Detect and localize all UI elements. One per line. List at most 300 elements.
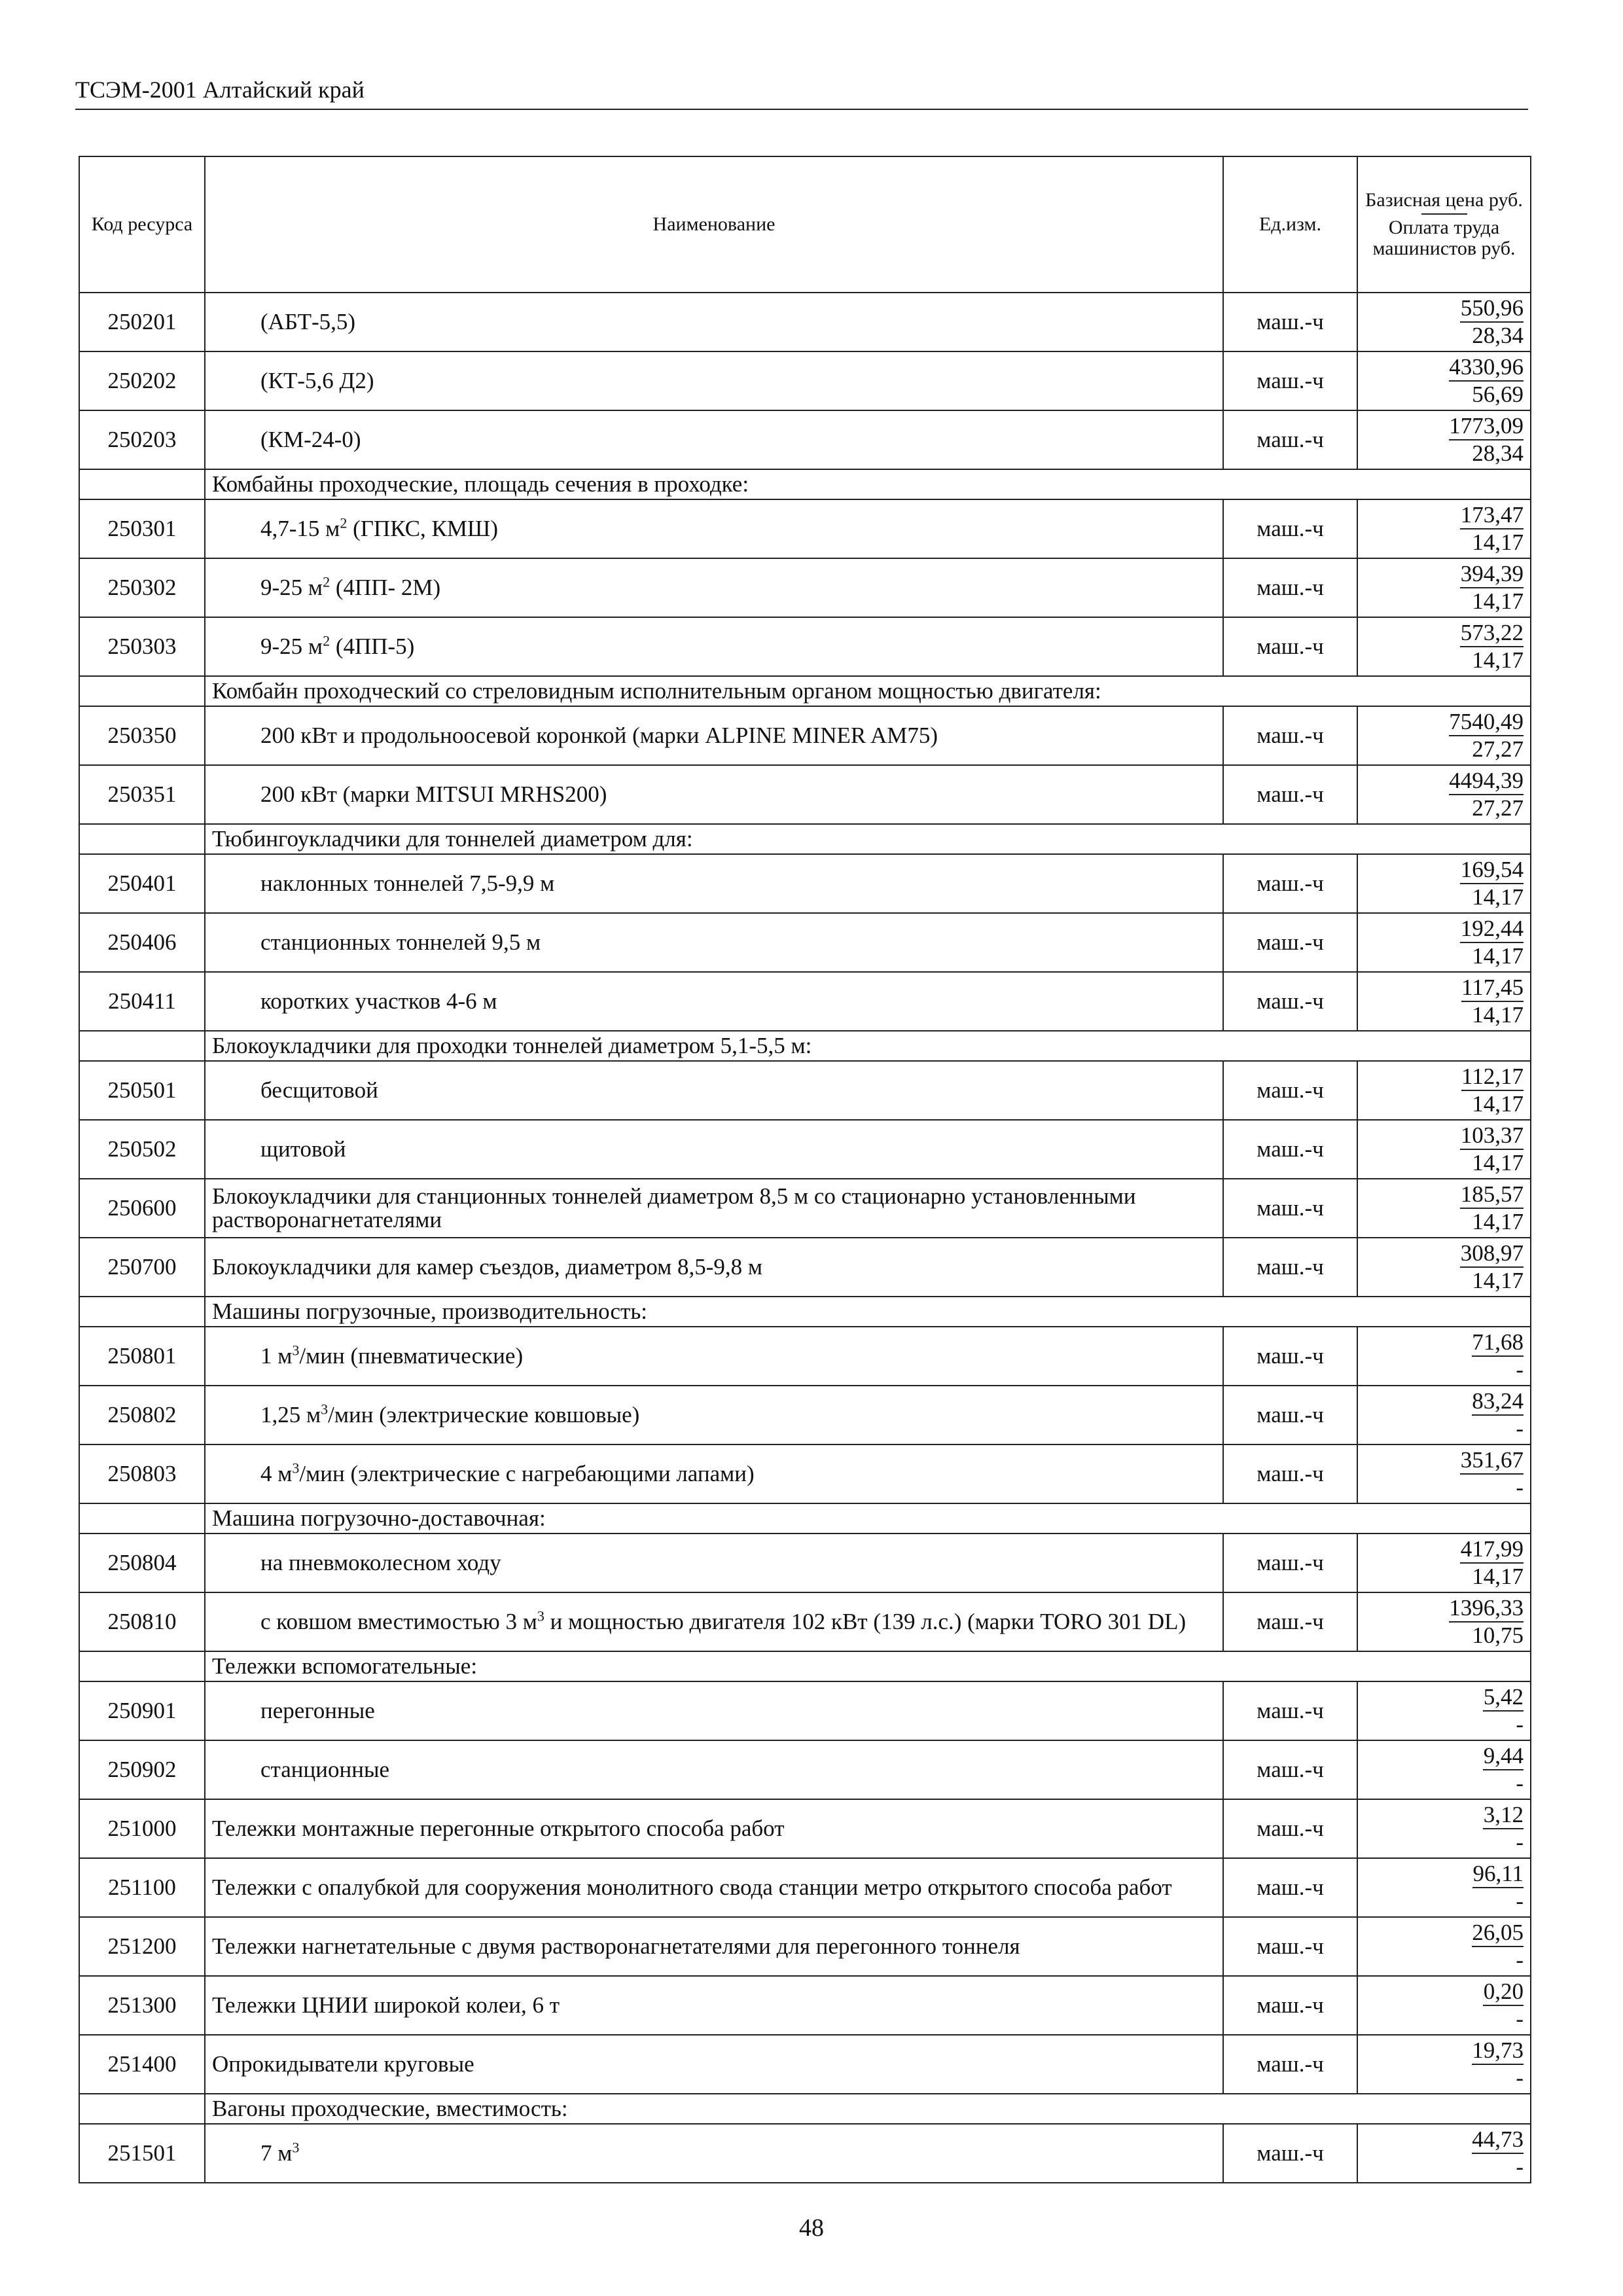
base-price: 1396,33	[1449, 1595, 1524, 1623]
column-header-price	[1357, 156, 1531, 293]
base-price: 1773,09	[1449, 413, 1524, 440]
table-row	[79, 972, 1531, 1031]
operator-labor-cost: 28,34	[1472, 323, 1524, 348]
unit-of-measure: маш.-ч	[1223, 913, 1357, 972]
resource-name	[205, 765, 1223, 824]
unit-of-measure: маш.-ч	[1223, 1534, 1357, 1592]
price-cell	[1357, 499, 1531, 558]
resource-name	[205, 1444, 1223, 1503]
operator-labor-cost: 27,27	[1472, 795, 1524, 821]
resource-code: 250502	[79, 1120, 205, 1179]
operator-labor-cost: 14,17	[1472, 1268, 1524, 1293]
resource-name-text: Блокоукладчики для камер съездов, диаметром 8,5-9,8 м	[212, 1254, 763, 1280]
operator-labor-cost: -	[1516, 2065, 1524, 2090]
operator-labor-cost: -	[1516, 1416, 1524, 1441]
resource-name-text: 200 кВт (марки MITSUI MRHS200)	[260, 781, 607, 807]
price-fraction	[1483, 1684, 1524, 1738]
column-header-price-top: Базисная цена руб.	[1365, 189, 1523, 211]
unit-exponent: 3	[292, 1460, 300, 1477]
resource-name	[205, 499, 1223, 558]
operator-labor-cost: 10,75	[1472, 1623, 1524, 1648]
resource-name	[205, 1740, 1223, 1799]
resource-name-text: 1,25 м	[260, 1402, 321, 1427]
resource-code: 250801	[79, 1327, 205, 1386]
resource-name-text: 4,7-15 м	[260, 516, 340, 541]
resource-name-text: станционных тоннелей 9,5 м	[260, 929, 541, 955]
base-price: 44,73	[1472, 2126, 1524, 2154]
unit-exponent: 2	[340, 514, 348, 531]
price-cell	[1357, 1917, 1531, 1976]
resource-name-text: 9-25 м	[260, 575, 323, 600]
unit-exponent: 3	[292, 2139, 300, 2156]
base-price: 26,05	[1472, 1920, 1524, 1947]
group-title: Машина погрузочно-доставочная:	[205, 1503, 1531, 1534]
resource-name	[205, 1386, 1223, 1444]
resource-code: 250804	[79, 1534, 205, 1592]
resource-name	[205, 1061, 1223, 1120]
unit-of-measure: маш.-ч	[1223, 1858, 1357, 1917]
operator-labor-cost: 14,17	[1472, 1564, 1524, 1589]
group-header-row	[79, 1503, 1531, 1534]
base-price: 308,97	[1460, 1240, 1524, 1268]
operator-labor-cost: 14,17	[1472, 884, 1524, 910]
group-header-row	[79, 1297, 1531, 1327]
base-price: 0,20	[1483, 1979, 1524, 2006]
base-price: 3,12	[1483, 1802, 1524, 1829]
resource-code: 251000	[79, 1799, 205, 1858]
resource-name	[205, 913, 1223, 972]
operator-labor-cost: 14,17	[1472, 1002, 1524, 1028]
resource-name-text: (КТ-5,6 Д2)	[260, 368, 374, 393]
resource-name	[205, 410, 1223, 469]
table-body	[79, 293, 1531, 2183]
operator-labor-cost: 27,27	[1472, 736, 1524, 762]
price-cell	[1357, 2124, 1531, 2183]
resource-code: 250600	[79, 1179, 205, 1238]
unit-exponent: 3	[537, 1607, 544, 1624]
table-row	[79, 1386, 1531, 1444]
resource-name-text: бесщитовой	[260, 1077, 378, 1103]
operator-labor-cost: 14,17	[1472, 1091, 1524, 1117]
resource-code: 250501	[79, 1061, 205, 1120]
resource-name-text: коротких участков 4-6 м	[260, 988, 497, 1014]
price-fraction	[1460, 1181, 1524, 1235]
table-row	[79, 1681, 1531, 1740]
resource-name	[205, 1238, 1223, 1297]
operator-labor-cost: 14,17	[1472, 1209, 1524, 1234]
price-fraction	[1449, 1595, 1524, 1649]
unit-of-measure: маш.-ч	[1223, 1061, 1357, 1120]
price-fraction	[1461, 975, 1524, 1028]
price-fraction	[1449, 413, 1524, 467]
resource-name	[205, 1917, 1223, 1976]
group-header-row	[79, 676, 1531, 706]
column-header-name: Наименование	[205, 156, 1223, 293]
operator-labor-cost: 14,17	[1472, 647, 1524, 673]
group-title: Тележки вспомогательные:	[205, 1651, 1531, 1681]
resource-name-text: наклонных тоннелей 7,5-9,9 м	[260, 870, 555, 896]
base-price: 417,99	[1460, 1536, 1524, 1564]
base-price: 96,11	[1472, 1861, 1524, 1888]
operator-labor-cost: 14,17	[1472, 1150, 1524, 1175]
table-row	[79, 854, 1531, 913]
price-fraction	[1460, 295, 1524, 349]
price-cell	[1357, 617, 1531, 676]
table-row	[79, 2124, 1531, 2183]
price-cell	[1357, 1858, 1531, 1917]
base-price: 394,39	[1460, 561, 1524, 588]
operator-labor-cost: -	[1516, 1712, 1524, 1737]
group-code-cell	[79, 676, 205, 706]
operator-labor-cost: -	[1516, 1357, 1524, 1382]
price-fraction	[1483, 1802, 1524, 1856]
group-title: Блокоукладчики для проходки тоннелей диаметром 5,1-5,5 м:	[205, 1031, 1531, 1061]
price-cell	[1357, 1386, 1531, 1444]
resource-code: 250803	[79, 1444, 205, 1503]
unit-of-measure: маш.-ч	[1223, 1681, 1357, 1740]
resource-name	[205, 1534, 1223, 1592]
operator-labor-cost: -	[1516, 2154, 1524, 2179]
unit-of-measure: маш.-ч	[1223, 1327, 1357, 1386]
operator-labor-cost: -	[1516, 1475, 1524, 1500]
table-row	[79, 1120, 1531, 1179]
resource-name-rest: (ГПКС, КМШ)	[347, 516, 498, 541]
operator-labor-cost: 14,17	[1472, 588, 1524, 614]
unit-of-measure: маш.-ч	[1223, 1976, 1357, 2035]
unit-exponent: 3	[292, 1342, 300, 1359]
group-title: Тюбингоукладчики для тоннелей диаметром для:	[205, 824, 1531, 854]
group-header-row	[79, 1651, 1531, 1681]
operator-labor-cost: 14,17	[1472, 943, 1524, 969]
resource-code: 250700	[79, 1238, 205, 1297]
price-fraction	[1460, 502, 1524, 556]
unit-of-measure: маш.-ч	[1223, 351, 1357, 410]
resource-name	[205, 1799, 1223, 1858]
base-price: 550,96	[1460, 295, 1524, 323]
group-header-row	[79, 2094, 1531, 2124]
unit-of-measure: маш.-ч	[1223, 2035, 1357, 2094]
resource-name-text: 4 м	[260, 1461, 293, 1486]
base-price: 573,22	[1460, 620, 1524, 647]
base-price: 19,73	[1472, 2037, 1524, 2065]
price-cell	[1357, 1740, 1531, 1799]
page-number: 48	[799, 2214, 824, 2242]
price-fraction	[1460, 1447, 1524, 1501]
resource-name-text: станционные	[260, 1757, 389, 1782]
operator-labor-cost: -	[1516, 1829, 1524, 1855]
price-fraction	[1449, 709, 1524, 762]
resource-code: 250350	[79, 706, 205, 765]
unit-of-measure: маш.-ч	[1223, 1179, 1357, 1238]
price-cell	[1357, 558, 1531, 617]
resource-name-text: 1 м	[260, 1343, 293, 1369]
group-header-row	[79, 469, 1531, 499]
table-row	[79, 351, 1531, 410]
unit-of-measure: маш.-ч	[1223, 1120, 1357, 1179]
resource-name	[205, 2124, 1223, 2183]
group-title: Комбайны проходческие, площадь сечения в проходке:	[205, 469, 1531, 499]
price-cell	[1357, 410, 1531, 469]
unit-of-measure: маш.-ч	[1223, 972, 1357, 1031]
base-price: 4330,96	[1449, 354, 1524, 382]
table-header-row	[79, 156, 1531, 293]
resource-code: 251100	[79, 1858, 205, 1917]
resource-code: 250201	[79, 293, 205, 351]
base-price: 192,44	[1460, 916, 1524, 943]
price-fraction	[1449, 768, 1524, 821]
resource-code: 250203	[79, 410, 205, 469]
group-title: Вагоны проходческие, вместимость:	[205, 2094, 1531, 2124]
table-row	[79, 1976, 1531, 2035]
base-price: 5,42	[1483, 1684, 1524, 1712]
table-row	[79, 1327, 1531, 1386]
base-price: 185,57	[1460, 1181, 1524, 1209]
operator-labor-cost: -	[1516, 1947, 1524, 1973]
resource-name	[205, 1179, 1223, 1238]
resource-name-text: щитовой	[260, 1136, 346, 1162]
resource-name	[205, 1858, 1223, 1917]
price-cell	[1357, 1238, 1531, 1297]
price-fraction	[1483, 1743, 1524, 1797]
table-row	[79, 410, 1531, 469]
resource-code: 250401	[79, 854, 205, 913]
column-header-code: Код ресурса	[79, 156, 205, 293]
base-price: 173,47	[1460, 502, 1524, 529]
price-cell	[1357, 972, 1531, 1031]
unit-exponent: 2	[323, 573, 330, 590]
resource-name-text: Тележки нагнетательные с двумя растворонагнетателями для перегонного тоннеля	[212, 1933, 1020, 1959]
base-price: 112,17	[1461, 1064, 1524, 1091]
resource-name	[205, 854, 1223, 913]
base-price: 4494,39	[1449, 768, 1524, 795]
price-cell	[1357, 1534, 1531, 1592]
unit-of-measure: маш.-ч	[1223, 1799, 1357, 1858]
table-row	[79, 558, 1531, 617]
table-row	[79, 706, 1531, 765]
resource-code: 250202	[79, 351, 205, 410]
price-fraction	[1472, 1861, 1524, 1914]
price-cell	[1357, 1061, 1531, 1120]
price-fraction	[1460, 1536, 1524, 1590]
resource-name	[205, 1976, 1223, 2035]
resource-code: 250303	[79, 617, 205, 676]
resource-code: 250406	[79, 913, 205, 972]
group-code-cell	[79, 1651, 205, 1681]
resource-name-text: на пневмоколесном ходу	[260, 1550, 501, 1575]
table-row	[79, 1799, 1531, 1858]
resource-code: 251400	[79, 2035, 205, 2094]
price-cell	[1357, 765, 1531, 824]
resource-code: 251501	[79, 2124, 205, 2183]
page-header: ТСЭМ-2001 Алтайский край	[75, 73, 1528, 110]
group-header-row	[79, 1031, 1531, 1061]
resource-table	[79, 156, 1531, 2183]
operator-labor-cost: 56,69	[1472, 382, 1524, 407]
price-cell	[1357, 1976, 1531, 2035]
price-fraction	[1472, 1329, 1524, 1383]
resource-name-rest: (4ПП- 2М)	[330, 575, 441, 600]
price-cell	[1357, 293, 1531, 351]
resource-name	[205, 1327, 1223, 1386]
group-code-cell	[79, 1297, 205, 1327]
resource-code: 250902	[79, 1740, 205, 1799]
resource-name	[205, 1681, 1223, 1740]
price-fraction	[1460, 916, 1524, 969]
table-row	[79, 1740, 1531, 1799]
table-row	[79, 1534, 1531, 1592]
group-title: Комбайн проходческий со стреловидным исполнительным органом мощностью двигателя:	[205, 676, 1531, 706]
resource-name	[205, 2035, 1223, 2094]
resource-name-text: Тележки с опалубкой для сооружения монолитного свода станции метро открытого способа работ	[212, 1874, 1172, 1900]
resource-code: 250802	[79, 1386, 205, 1444]
unit-of-measure: маш.-ч	[1223, 2124, 1357, 2183]
resource-name	[205, 558, 1223, 617]
resource-name	[205, 617, 1223, 676]
base-price: 71,68	[1472, 1329, 1524, 1357]
table-row	[79, 1061, 1531, 1120]
resource-name-rest: и мощностью двигателя 102 кВт (139 л.с.) (марки TORO 301 DL)	[544, 1609, 1186, 1634]
resource-name	[205, 351, 1223, 410]
resource-name-rest: /мин (электрические ковшовые)	[328, 1402, 640, 1427]
price-cell	[1357, 1799, 1531, 1858]
price-fraction	[1472, 1920, 1524, 1973]
unit-of-measure: маш.-ч	[1223, 1386, 1357, 1444]
price-cell	[1357, 1444, 1531, 1503]
resource-name	[205, 706, 1223, 765]
unit-of-measure: маш.-ч	[1223, 558, 1357, 617]
price-fraction	[1472, 1388, 1524, 1442]
table-row	[79, 1592, 1531, 1651]
table-row	[79, 913, 1531, 972]
base-price: 103,37	[1460, 1122, 1524, 1150]
price-cell	[1357, 1120, 1531, 1179]
unit-of-measure: маш.-ч	[1223, 499, 1357, 558]
column-header-unit: Ед.изм.	[1223, 156, 1357, 293]
price-cell	[1357, 351, 1531, 410]
resource-name-text: Опрокидыватели круговые	[212, 2051, 474, 2077]
resource-name-text: с ковшом вместимостью 3 м	[260, 1609, 537, 1634]
table-row	[79, 1238, 1531, 1297]
resource-code: 251300	[79, 1976, 205, 2035]
unit-of-measure: маш.-ч	[1223, 1238, 1357, 1297]
resource-name	[205, 1592, 1223, 1651]
resource-name-rest: /мин (электрические с нагребающими лапами)	[299, 1461, 755, 1486]
price-fraction	[1460, 620, 1524, 673]
resource-code: 250411	[79, 972, 205, 1031]
table-row	[79, 1917, 1531, 1976]
price-cell	[1357, 1592, 1531, 1651]
price-fraction	[1449, 354, 1524, 408]
resource-name-text: Тележки монтажные перегонные открытого способа работ	[212, 1816, 785, 1841]
price-cell	[1357, 1681, 1531, 1740]
unit-of-measure: маш.-ч	[1223, 765, 1357, 824]
unit-of-measure: маш.-ч	[1223, 293, 1357, 351]
group-code-cell	[79, 2094, 205, 2124]
price-fraction	[1460, 857, 1524, 910]
unit-of-measure: маш.-ч	[1223, 1444, 1357, 1503]
group-title: Машины погрузочные, производительность:	[205, 1297, 1531, 1327]
table-row	[79, 1444, 1531, 1503]
unit-of-measure: маш.-ч	[1223, 706, 1357, 765]
unit-of-measure: маш.-ч	[1223, 617, 1357, 676]
resource-name-rest: (4ПП-5)	[330, 634, 415, 659]
table-row	[79, 293, 1531, 351]
column-header-price-bottom: Оплата труда машинистов руб.	[1372, 217, 1516, 259]
group-header-row	[79, 824, 1531, 854]
resource-name-text: перегонные	[260, 1698, 375, 1723]
operator-labor-cost: 14,17	[1472, 529, 1524, 555]
price-fraction	[1472, 2126, 1524, 2180]
price-fraction	[1460, 1240, 1524, 1294]
resource-name	[205, 293, 1223, 351]
price-fraction	[1472, 2037, 1524, 2091]
resource-name-text: 7 м	[260, 2140, 293, 2166]
resource-name	[205, 1120, 1223, 1179]
unit-exponent: 3	[321, 1401, 329, 1418]
operator-labor-cost: 28,34	[1472, 440, 1524, 466]
resource-code: 250351	[79, 765, 205, 824]
resource-code: 250302	[79, 558, 205, 617]
base-price: 7540,49	[1449, 709, 1524, 736]
unit-of-measure: маш.-ч	[1223, 1592, 1357, 1651]
table-row	[79, 617, 1531, 676]
base-price: 9,44	[1483, 1743, 1524, 1770]
resource-name-text: 9-25 м	[260, 634, 323, 659]
base-price: 83,24	[1472, 1388, 1524, 1416]
base-price: 117,45	[1461, 975, 1524, 1002]
price-fraction	[1483, 1979, 1524, 2032]
unit-of-measure: маш.-ч	[1223, 1740, 1357, 1799]
price-fraction	[1461, 1064, 1524, 1117]
price-cell	[1357, 913, 1531, 972]
group-code-cell	[79, 469, 205, 499]
resource-name-text: (АБТ-5,5)	[260, 309, 356, 334]
table-row	[79, 499, 1531, 558]
resource-code: 250301	[79, 499, 205, 558]
operator-labor-cost: -	[1516, 2006, 1524, 2032]
price-cell	[1357, 1327, 1531, 1386]
resource-code: 251200	[79, 1917, 205, 1976]
base-price: 351,67	[1460, 1447, 1524, 1475]
price-fraction	[1460, 1122, 1524, 1176]
base-price: 169,54	[1460, 857, 1524, 884]
resource-name-text: 200 кВт и продольноосевой коронкой (марки ALPINE MINER AM75)	[260, 723, 938, 748]
table-row	[79, 1179, 1531, 1238]
price-cell	[1357, 2035, 1531, 2094]
resource-name-text: Блокоукладчики для станционных тоннелей диаметром 8,5 м со стационарно установленными растворонагнетателями	[212, 1183, 1136, 1232]
resource-code: 250810	[79, 1592, 205, 1651]
resource-name	[205, 972, 1223, 1031]
resource-name-text: (КМ-24-0)	[260, 427, 361, 452]
operator-labor-cost: -	[1516, 1888, 1524, 1914]
operator-labor-cost: -	[1516, 1770, 1524, 1796]
table-row	[79, 1858, 1531, 1917]
unit-exponent: 2	[323, 632, 330, 649]
price-cell	[1357, 706, 1531, 765]
header-divider	[1421, 213, 1467, 215]
resource-code: 250901	[79, 1681, 205, 1740]
group-code-cell	[79, 1503, 205, 1534]
unit-of-measure: маш.-ч	[1223, 1917, 1357, 1976]
price-cell	[1357, 854, 1531, 913]
resource-name-text: Тележки ЦНИИ широкой колеи, 6 т	[212, 1992, 560, 2018]
price-fraction	[1460, 561, 1524, 615]
resource-name-rest: /мин (пневматические)	[299, 1343, 524, 1369]
group-code-cell	[79, 824, 205, 854]
unit-of-measure: маш.-ч	[1223, 854, 1357, 913]
price-cell	[1357, 1179, 1531, 1238]
table-row	[79, 765, 1531, 824]
